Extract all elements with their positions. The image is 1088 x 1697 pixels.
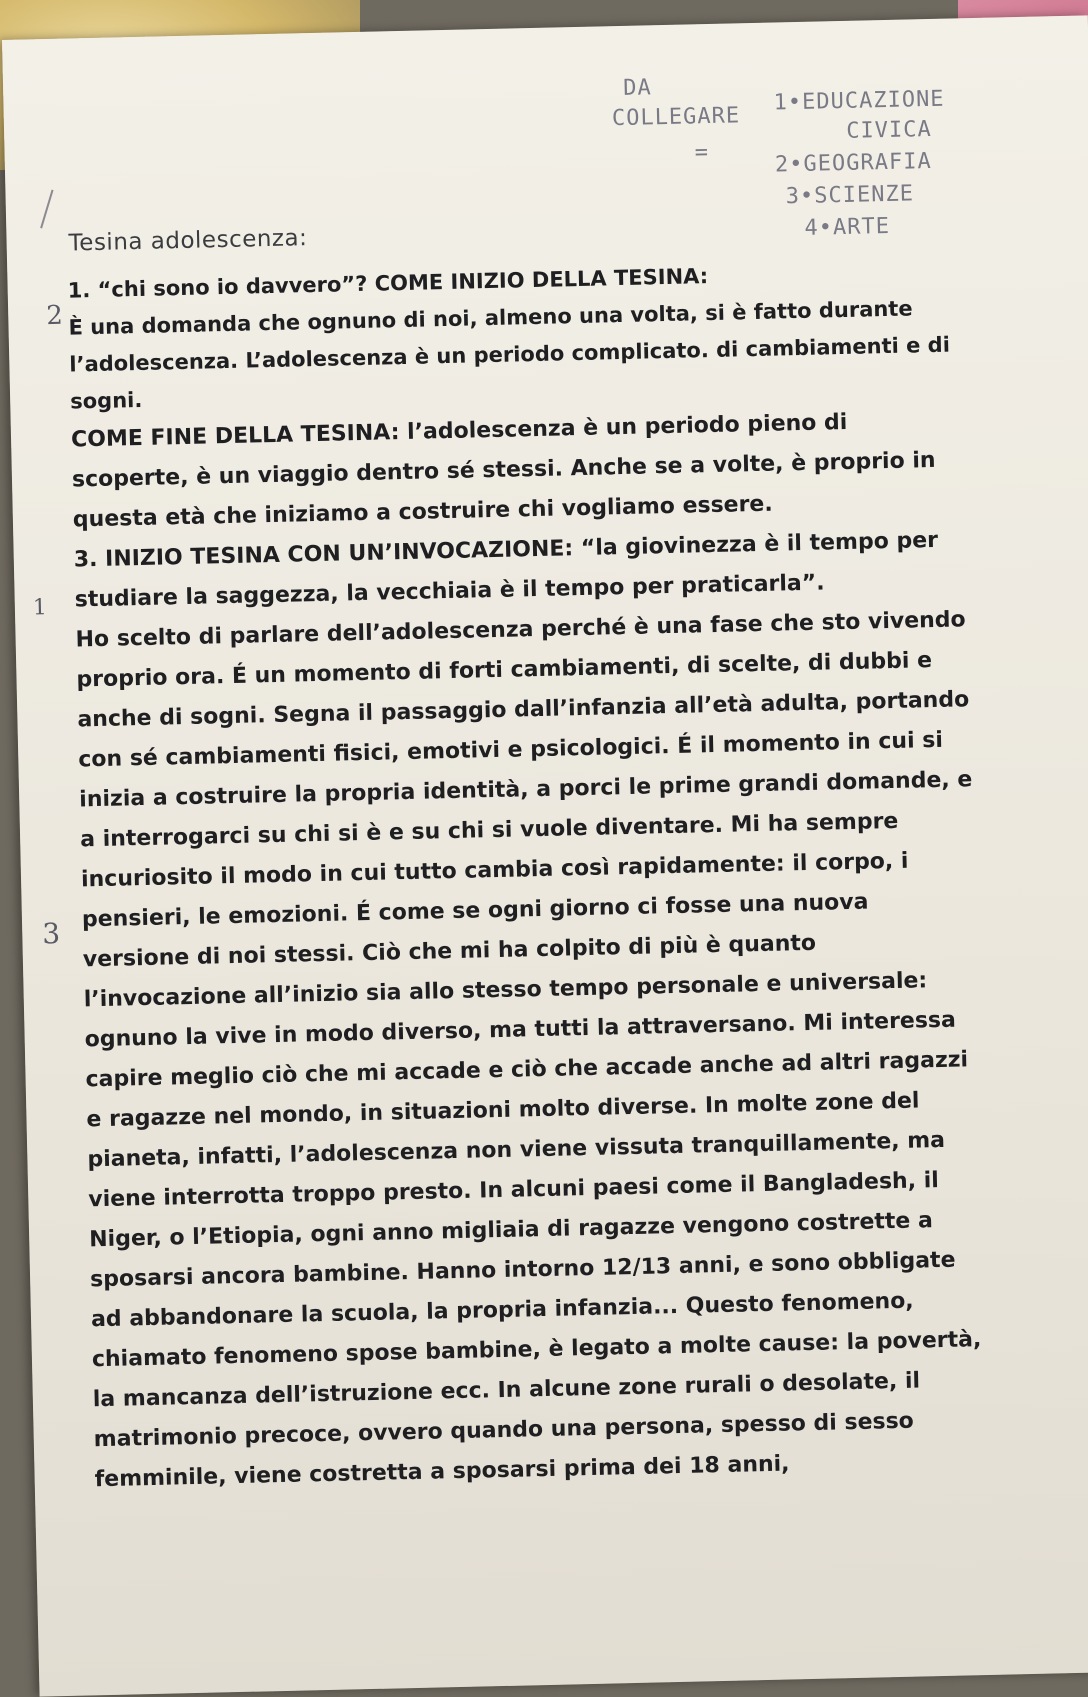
note-item3: 3•SCIENZE bbox=[785, 181, 915, 210]
margin-pen-mark bbox=[40, 190, 53, 229]
document-body bbox=[66, 208, 995, 1500]
paper-sheet bbox=[2, 15, 1088, 1696]
section-2-paragraph: COME FINE DELLA TESINA: l’adolescenza è un periodo pieno di scoperte, è un viaggio dentro sé stessi. Anche se a volte, è proprio in questa età che iniziamo a costruire chi vogliamo essere. bbox=[70, 409, 936, 533]
document-title: Tesina adolescenza: bbox=[68, 225, 308, 257]
margin-number-2: 2 bbox=[45, 300, 64, 332]
section-1-heading: 1. “chi sono io davvero”? COME INIZIO DELLA TESINA: bbox=[67, 264, 709, 303]
section-3-paragraph: 3. INIZIO TESINA CON UN’INVOCAZIONE: “la giovinezza è il tempo per studiare la saggezza, la vecchiaia è il tempo per praticarla”. bbox=[73, 527, 939, 613]
note-collegare: COLLEGARE bbox=[611, 103, 741, 132]
note-item1: 1•EDUCAZIONE bbox=[773, 86, 945, 116]
note-da: DA bbox=[622, 75, 653, 101]
section-1-body: È una domanda che ognuno di noi, almeno una volta, si è fatto durante l’adolescenza. L’adolescenza è un periodo complicato. di cambiamenti e di sogni. bbox=[68, 296, 951, 414]
note-item4: 4•ARTE bbox=[804, 213, 891, 241]
note-equals: = bbox=[694, 139, 710, 166]
note-item2: 2•GEOGRAFIA bbox=[774, 148, 932, 178]
margin-number-3: 3 bbox=[41, 916, 61, 951]
main-paragraph: Ho scelto di parlare dell’adolescenza perché è una fase che sto vivendo proprio ora. É un momento di forti cambiamenti, di scelte, di dubbi e anche di sogni. Segna il passaggio dall’infanzia all’età adulta, portando con sé cambiamenti fisici, emotivi e psicologici. É il momento in cui si inizia a costruire la propria identità, a porci le prime grandi domande, e a interrogarci su chi si è e su chi si vuole diventare. Mi ha sempre incuriosito il modo in cui tutto cambia così rapidamente: il corpo, i pensieri, le emozioni. É come se ogni giorno ci fosse una nuova versione di noi stessi. Ciò che mi ha colpito di più è quanto l’invocazione all’inizio sia allo stesso tempo personale e universale: ognuno la vive in modo diverso, ma tutti la attraversano. Mi interessa capire meglio ciò che mi accade e ciò che accade anche ad altri ragazzi e ragazze nel mondo, in situazioni molto diverse. In molte zone del pianeta, infatti, l’adolescenza non viene vissuta tranquillamente, ma viene interrotta troppo presto. In alcuni paesi come il Bangladesh, il Niger, o l’Etiopia, ogni anno migliaia di ragazze vengono costrette a sposarsi ancora bambine. Hanno intorno 12/13 anni, e sono obbligate ad abbandonare la scuola, la propria infanzia... Questo fenomeno, chiamato fenomeno spose bambine, è legato a molte cause: la povertà, la mancanza dell’istruzione ecc. In alcune zone rurali o desolate, il matrimonio precoce, ovvero quando una persona, spesso di sesso femminile, viene costretta a sposarsi prima dei 18 anni, bbox=[75, 607, 982, 1493]
note-item1-cont: CIVICA bbox=[846, 116, 933, 144]
margin-number-1: 1 bbox=[32, 595, 48, 621]
